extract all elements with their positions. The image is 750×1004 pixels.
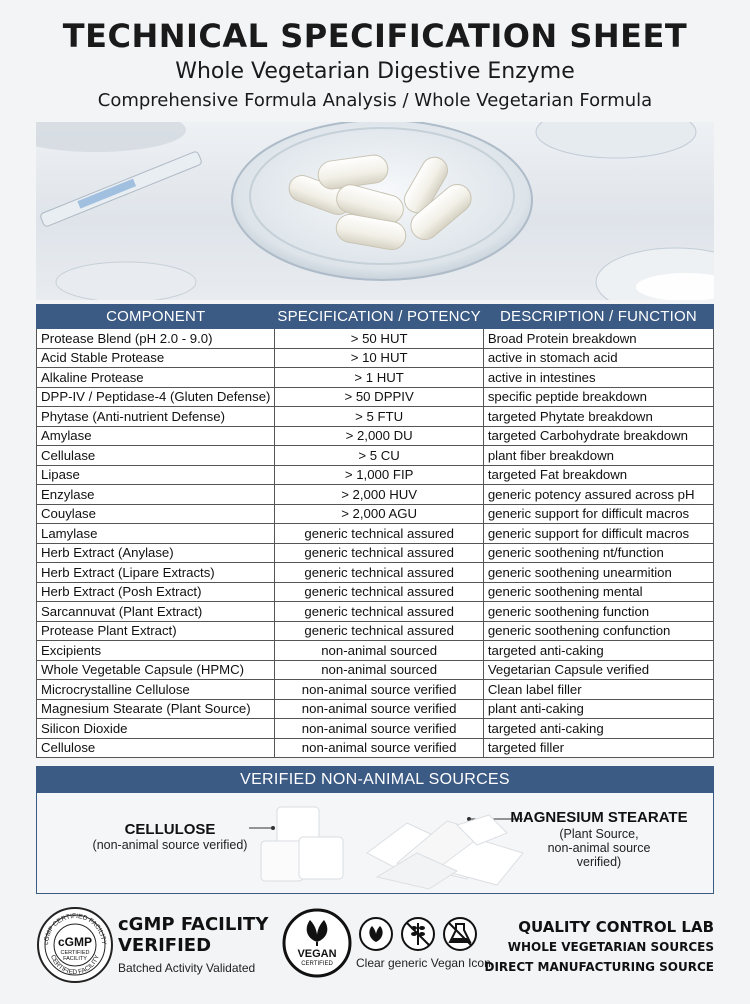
cell-description: Broad Protein breakdown [483,329,713,349]
cell-specification: generic technical assured [275,524,483,544]
flask-crossed-icon [444,918,476,950]
cgmp-block [118,914,298,975]
cell-description: targeted anti-caking [483,719,713,739]
cell-description: targeted anti-caking [483,641,713,661]
vegan-sub: CERTIFIED [301,961,333,967]
seal-center: cGMP [57,935,93,949]
page-title: TECHNICAL SPECIFICATION SHEET [62,17,688,55]
cellulose-title: CELLULOSE [124,821,216,838]
verified-sources-panel [36,766,714,894]
cell-specification: > 50 DPPIV [275,387,483,407]
column-header-component: COMPONENT [37,305,275,329]
cell-component: Lamylase [37,524,275,544]
table-row [37,329,714,349]
table-row [37,504,714,524]
cellulose-note: (non-animal source verified) [92,838,248,852]
table-row [37,387,714,407]
vegan-icon-row [358,914,482,954]
quality-control-block [485,918,715,977]
seal-center-sub1: CERTIFIED [60,950,90,956]
seal-center-sub2: FACILITY [63,956,87,962]
cell-description: plant fiber breakdown [483,446,713,466]
magnesium-stearate-label [499,811,699,869]
cell-component: Cellulose [37,738,275,758]
syringe-icon [40,151,203,228]
vegan-icons-caption: Clear generic Vegan Icon [356,956,491,970]
cell-specification: > 5 CU [275,446,483,466]
cell-component: Cellulase [37,446,275,466]
cell-component: Whole Vegetable Capsule (HPMC) [37,660,275,680]
cell-description: targeted Fat breakdown [483,465,713,485]
seal-ring-top: cGMP CERTIFIED FACILITY [42,912,108,946]
cell-description: generic soothening nt/function [483,543,713,563]
cell-description: plant anti-caking [483,699,713,719]
cell-component: Enzylase [37,485,275,505]
table-row [37,368,714,388]
cell-description: active in stomach acid [483,348,713,368]
table-row [37,348,714,368]
table-row [37,563,714,583]
table-row [37,485,714,505]
cell-component: Acid Stable Protease [37,348,275,368]
cell-component: Alkaline Protease [37,368,275,388]
cell-specification: non-animal sourced [275,641,483,661]
footer [36,900,714,996]
cell-description: generic potency assured across pH [483,485,713,505]
cell-component: Sarcannuvat (Plant Extract) [37,602,275,622]
table-row [37,621,714,641]
cell-specification: > 10 HUT [275,348,483,368]
cell-component: Silicon Dioxide [37,719,275,739]
cell-description: targeted Carbohydrate breakdown [483,426,713,446]
table-row [37,602,714,622]
table-row [37,699,714,719]
table-row [37,719,714,739]
page-subtitle-secondary: Comprehensive Formula Analysis / Whole Vegetarian Formula [97,90,653,111]
cell-specification: > 2,000 DU [275,426,483,446]
cell-specification: > 5 FTU [275,407,483,427]
cell-specification: > 50 HUT [275,329,483,349]
cell-specification: non-animal sourced [275,660,483,680]
cell-component: Excipients [37,641,275,661]
cgmp-line2: VERIFIED [118,935,212,956]
cell-component: Microcrystalline Cellulose [37,680,275,700]
cell-description: generic soothening function [483,602,713,622]
cell-specification: non-animal source verified [275,680,483,700]
table-row [37,524,714,544]
table-row [37,680,714,700]
table-row [37,465,714,485]
qc-line2: WHOLE VEGETARIAN SOURCES [507,940,714,954]
qc-line3: DIRECT MANUFACTURING SOURCE [484,960,714,974]
cgmp-line1: cGMP FACILITY [118,914,269,935]
column-header-specification: SPECIFICATION / POTENCY [275,305,483,329]
cell-specification: non-animal source verified [275,719,483,739]
magnesium-stearate-note-1: (Plant Source, [559,827,639,841]
cell-specification: generic technical assured [275,582,483,602]
vegan-label: VEGAN [297,948,337,960]
cell-component: Amylase [37,426,275,446]
specification-table [36,304,714,758]
magnesium-stearate-note-3: verified) [576,855,622,869]
verified-sources-body [37,793,713,893]
header [0,0,750,114]
cell-specification: > 2,000 HUV [275,485,483,505]
cellulose-label [55,821,285,852]
cell-specification: generic technical assured [275,621,483,641]
seal-ring-bottom: CERTIFIED FACILITY [48,954,102,977]
vegan-certified-icon [282,906,352,980]
table-row [37,641,714,661]
leaf-icon [360,918,392,950]
verified-sources-heading: VERIFIED NON-ANIMAL SOURCES [37,767,713,793]
table-row [37,407,714,427]
cell-description: targeted filler [483,738,713,758]
cell-description: targeted Phytate breakdown [483,407,713,427]
cgmp-sub: Batched Activity Validated [118,961,256,975]
cell-description: generic soothening mental [483,582,713,602]
magnesium-stearate-title: MAGNESIUM STEARATE [510,809,688,826]
table-row [37,738,714,758]
cell-component: Herb Extract (Anylase) [37,543,275,563]
cell-description: active in intestines [483,368,713,388]
cell-description: Clean label filler [483,680,713,700]
table-row [37,660,714,680]
cell-description: generic soothening unearmition [483,563,713,583]
cell-specification: > 1,000 FIP [275,465,483,485]
wheat-crossed-icon [402,918,434,950]
qc-line1: QUALITY CONTROL LAB [518,918,714,936]
cell-specification: non-animal source verified [275,699,483,719]
cell-description: generic support for difficult macros [483,524,713,544]
product-photo [36,122,714,300]
cell-component: Phytase (Anti-nutrient Defense) [37,407,275,427]
table-header-row [37,305,714,329]
cell-component: Herb Extract (Lipare Extracts) [37,563,275,583]
cell-component: DPP-IV / Peptidase-4 (Gluten Defense) [37,387,275,407]
page-subtitle: Whole Vegetarian Digestive Enzyme [175,59,575,84]
cell-specification: > 2,000 AGU [275,504,483,524]
cell-specification: generic technical assured [275,563,483,583]
cell-component: Magnesium Stearate (Plant Source) [37,699,275,719]
cell-component: Lipase [37,465,275,485]
table-row [37,582,714,602]
magnesium-stearate-note-2: non-animal source [547,841,651,855]
cell-description: generic support for difficult macros [483,504,713,524]
cell-specification: generic technical assured [275,543,483,563]
cell-component: Protease Blend (pH 2.0 - 9.0) [37,329,275,349]
cell-specification: generic technical assured [275,602,483,622]
cell-description: Vegetarian Capsule verified [483,660,713,680]
cell-component: Protease Plant Extract) [37,621,275,641]
table-row [37,543,714,563]
cgmp-seal-icon [36,906,114,984]
cell-specification: > 1 HUT [275,368,483,388]
cell-specification: non-animal source verified [275,738,483,758]
cell-description: specific peptide breakdown [483,387,713,407]
column-header-description: DESCRIPTION / FUNCTION [483,305,713,329]
cell-component: Herb Extract (Posh Extract) [37,582,275,602]
cell-component: Couylase [37,504,275,524]
table-row [37,426,714,446]
cell-description: generic soothening confunction [483,621,713,641]
table-row [37,446,714,466]
